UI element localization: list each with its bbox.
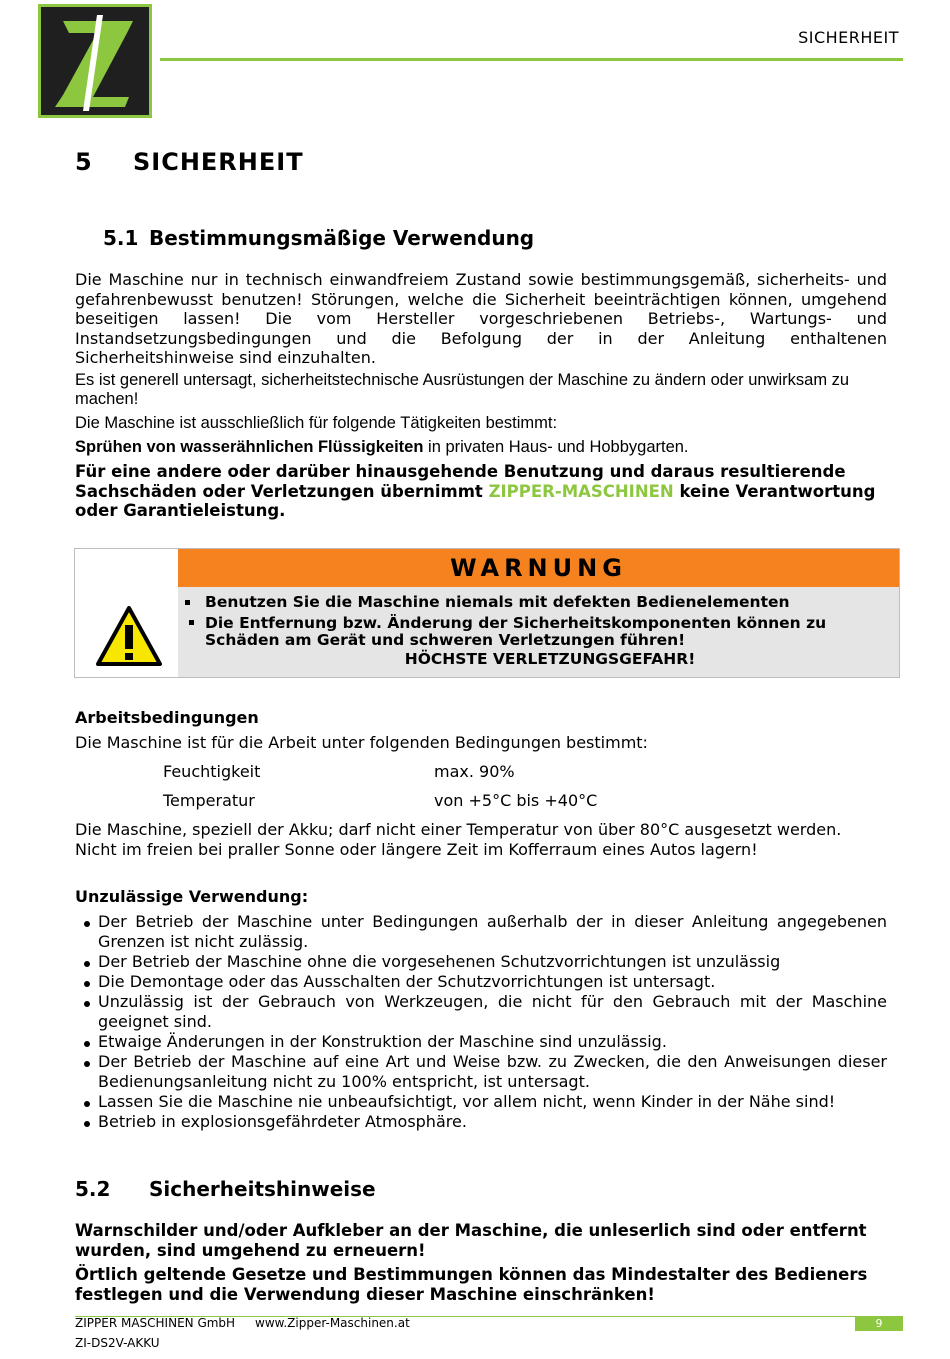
intended-task-rest: in privaten Haus- und Hobbygarten. [423, 438, 689, 456]
chapter-title: SICHERHEIT [133, 148, 304, 176]
footer-company: ZIPPER MASCHINEN GmbH [75, 1316, 236, 1330]
page-number: 9 [855, 1316, 903, 1331]
footer-website[interactable]: www.Zipper-Maschinen.at [255, 1316, 410, 1330]
square-bullet-icon [185, 600, 190, 605]
list-item [75, 1092, 887, 1112]
condition-label-humidity: Feuchtigkeit [163, 762, 261, 781]
warning-item-2-emphasis: HÖCHSTE VERLETZUNGSGEFAHR! [404, 650, 696, 668]
list-item [75, 992, 887, 1032]
conditions-intro: Die Maschine ist für die Arbeit unter folgenden Bedingungen bestimmt: [75, 733, 648, 752]
list-item-text: Betrieb in explosionsgefährdeter Atmosphäre. [98, 1112, 467, 1131]
list-item-text: Der Betrieb der Maschine auf eine Art und Weise bzw. zu Zwecken, die den Anweisungen dieser Bedienungsanleitung nicht zu 100% entspricht, ist untersagt. [98, 1052, 887, 1091]
warning-triangle-icon [95, 605, 163, 667]
section-title: Bestimmungsmäßige Verwendung [149, 226, 535, 250]
modification-prohibited-paragraph: Es ist generell untersagt, sicherheitstechnische Ausrüstungen der Maschine zu ändern oder unwirksam zu machen! [75, 371, 850, 408]
intended-tasks-intro: Die Maschine ist ausschließlich für folgende Tätigkeiten bestimmt: [75, 414, 558, 432]
section-title: Sicherheitshinweise [149, 1177, 376, 1201]
liability-text-b: keine Verantwortung oder Garantieleistung. [75, 481, 876, 520]
intended-task-line [75, 438, 887, 458]
warning-title: WARNUNG [178, 549, 899, 587]
section-heading-5-2 [75, 1177, 376, 1201]
zipper-logo-icon [41, 7, 149, 115]
warning-box [74, 548, 900, 678]
header-section-label: SICHERHEIT [798, 28, 899, 47]
minimum-age-paragraph: Örtlich geltende Gesetze und Bestimmungen können das Mindestalter des Bedieners festlegen und die Verwendung dieser Maschine einschränken! [75, 1265, 868, 1304]
warning-body [178, 587, 899, 677]
improper-use-list [75, 912, 887, 1132]
warning-item-1: Benutzen Sie die Maschine niemals mit defekten Bedienelementen [205, 593, 790, 611]
condition-value-humidity: max. 90% [434, 762, 515, 781]
bullet-icon [84, 1101, 90, 1107]
bullet-icon [84, 1061, 90, 1067]
liability-text-a: Für eine andere oder darüber hinausgehende Benutzung und daraus resultierende Sachschäden oder Verletzungen übernimmt [75, 462, 846, 501]
warning-labels-paragraph: Warnschilder und/oder Aufkleber an der Maschine, die unleserlich sind oder entfernt wurden, sind umgehend zu erneuern! [75, 1221, 867, 1260]
bullet-icon [84, 1001, 90, 1007]
list-item-text: Unzulässig ist der Gebrauch von Werkzeugen, die nicht für den Gebrauch mit der Maschine geeignet sind. [98, 992, 887, 1031]
brand-name: ZIPPER-MASCHINEN [488, 481, 674, 501]
list-item [75, 952, 887, 972]
list-item [75, 972, 887, 992]
list-item-text: Der Betrieb der Maschine ohne die vorgesehenen Schutzvorrichtungen ist unzulässig [98, 952, 781, 971]
header-divider [160, 58, 903, 61]
section-heading-5-1 [103, 226, 534, 250]
liability-disclaimer [75, 462, 887, 521]
warning-icon-cell [75, 549, 179, 677]
section-number: 5.1 [103, 226, 139, 250]
intended-task-bold: Sprühen von wasserähnlichen Flüssigkeiten [75, 438, 424, 456]
condition-value-temperature: von +5°C bis +40°C [434, 791, 598, 810]
list-item [75, 1112, 887, 1132]
list-item-text: Etwaige Änderungen in der Konstruktion der Maschine sind unzulässig. [98, 1032, 667, 1051]
list-item-text: Die Demontage oder das Ausschalten der Schutzvorrichtungen ist untersagt. [98, 972, 716, 991]
temperature-note: Die Maschine, speziell der Akku; darf nicht einer Temperatur von über 80°C ausgesetzt werden. Nicht im freien bei praller Sonne oder längere Zeit im Kofferraum eines Autos lagern! [75, 820, 842, 859]
intended-use-paragraph: Die Maschine nur in technisch einwandfreiem Zustand sowie bestimmungsgemäß, sicherheits- und gefahrenbewusst benutzen! Störungen, welche die Sicherheit beeinträchtigen können, umgehend beseitigen lassen! Die vom Hersteller vorgeschriebenen Betriebs-, Wartungs- und Instandsetzungsbedingungen und die Befolgung der in der Anleitung enthaltenen Sicherheitshinweise sind einzuhalten. [75, 270, 887, 367]
chapter-heading [75, 148, 304, 176]
bullet-icon [84, 1041, 90, 1047]
list-item [75, 1032, 887, 1052]
list-item-text: Der Betrieb der Maschine unter Bedingungen außerhalb der in dieser Anleitung angegebenen Grenzen ist nicht zulässig. [98, 912, 887, 951]
warning-item-2: Die Entfernung bzw. Änderung der Sicherheitskomponenten können zu Schäden am Gerät und schweren Verletzungen führen! [205, 614, 827, 649]
zipper-logo [38, 4, 152, 118]
chapter-number: 5 [75, 148, 93, 176]
conditions-title: Arbeitsbedingungen [75, 708, 259, 727]
bullet-icon [84, 961, 90, 967]
section-number: 5.2 [75, 1177, 111, 1201]
square-bullet-icon [189, 620, 194, 625]
improper-use-title: Unzulässige Verwendung: [75, 887, 309, 906]
list-item-text: Lassen Sie die Maschine nie unbeaufsichtigt, vor allem nicht, wenn Kinder in der Nähe sind! [98, 1092, 836, 1111]
footer-model: ZI-DS2V-AKKU [75, 1336, 160, 1350]
bullet-icon [84, 1121, 90, 1127]
condition-label-temperature: Temperatur [163, 791, 255, 810]
bullet-icon [84, 981, 90, 987]
bullet-icon [84, 921, 90, 927]
list-item [75, 1052, 887, 1092]
list-item [75, 912, 887, 952]
